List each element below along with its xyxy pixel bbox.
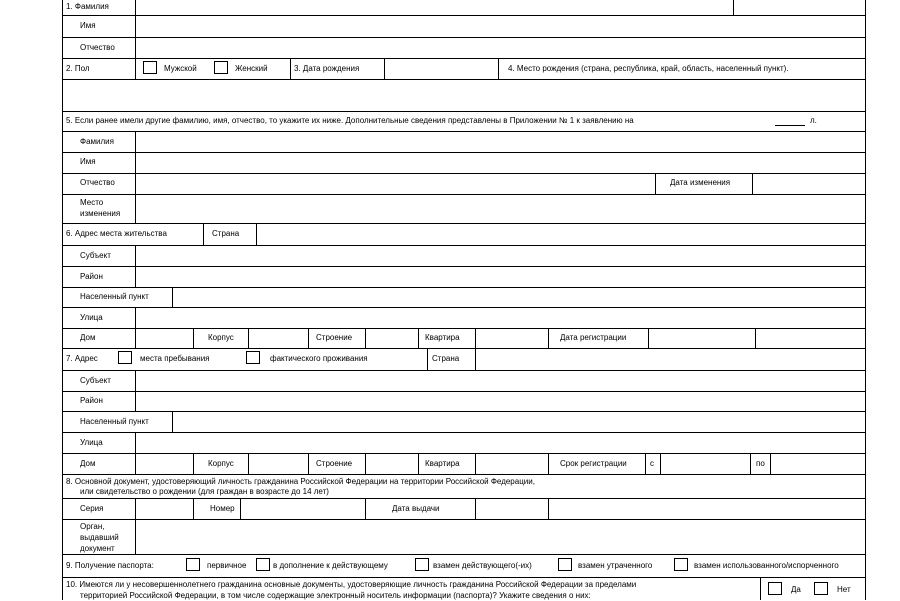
stay-street-field[interactable] bbox=[136, 433, 865, 453]
replace-lost-label: взамен утраченного bbox=[578, 561, 653, 570]
patronymic-field[interactable] bbox=[136, 38, 865, 58]
issuer-label-3: документ bbox=[80, 544, 115, 553]
name-field[interactable] bbox=[136, 16, 865, 37]
residence-street-field[interactable] bbox=[136, 308, 865, 328]
stay-title: 7. Адрес bbox=[66, 354, 98, 363]
residence-district-field[interactable] bbox=[136, 267, 865, 287]
replace-used-checkbox[interactable] bbox=[674, 558, 688, 571]
residence-country-label: Страна bbox=[212, 229, 240, 238]
stay-settlement-label: Населенный пункт bbox=[80, 417, 149, 426]
prev-name-label: Имя bbox=[80, 157, 96, 166]
stay-country-field[interactable] bbox=[476, 349, 865, 370]
stay-term-label: Срок регистрации bbox=[560, 459, 627, 468]
replace-lost-checkbox[interactable] bbox=[558, 558, 572, 571]
residence-country-field[interactable] bbox=[257, 224, 865, 245]
number-label: Номер bbox=[210, 504, 235, 513]
stay-district-label: Район bbox=[80, 396, 103, 405]
replace-valid-checkbox[interactable] bbox=[415, 558, 429, 571]
name-label: Имя bbox=[80, 21, 96, 30]
residence-structure-label: Строение bbox=[316, 333, 353, 342]
foreign-docs-no-checkbox[interactable] bbox=[814, 582, 828, 595]
prev-surname-label: Фамилия bbox=[80, 137, 114, 146]
surname-field[interactable] bbox=[136, 0, 733, 15]
stay-building-label: Корпус bbox=[208, 459, 234, 468]
addition-label: в дополнение к действующему bbox=[273, 561, 388, 570]
issuer-field[interactable] bbox=[136, 520, 865, 554]
stay-district-field[interactable] bbox=[136, 392, 865, 411]
male-checkbox[interactable] bbox=[143, 61, 157, 74]
identity-doc-title-1: 8. Основной документ, удостоверяющий личность гражданина Российской Федерации на территории Российской Федерации, bbox=[66, 477, 535, 486]
foreign-docs-yes-label: Да bbox=[791, 585, 801, 594]
residence-settlement-field[interactable] bbox=[173, 288, 865, 307]
foreign-docs-no-label: Нет bbox=[837, 585, 851, 594]
prev-patronymic-field[interactable] bbox=[136, 174, 655, 194]
addition-checkbox[interactable] bbox=[256, 558, 270, 571]
stay-place-label: места пребывания bbox=[140, 354, 210, 363]
residence-subject-label: Субъект bbox=[80, 251, 111, 260]
change-place-label-1: Место bbox=[80, 198, 104, 207]
surname-label: 1. Фамилия bbox=[66, 2, 109, 11]
foreign-docs-question-2: территорией Российской Федерации, в том числе содержащие электронный носитель информации (паспорта)? Укажите сведения о них: bbox=[80, 591, 591, 600]
prev-patronymic-label: Отчество bbox=[80, 178, 115, 187]
stay-house-label: Дом bbox=[80, 459, 96, 468]
replace-valid-label: взамен действующего(-их) bbox=[433, 561, 532, 570]
dob-label: 3. Дата рождения bbox=[294, 64, 360, 73]
residence-building-label: Корпус bbox=[208, 333, 234, 342]
foreign-docs-question-1: 10. Имеются ли у несовершеннолетнего гражданина основные документы, удостоверяющие личность гражданина Российской Федерации за пределами bbox=[66, 580, 637, 589]
female-label: Женский bbox=[235, 64, 268, 73]
male-label: Мужской bbox=[164, 64, 197, 73]
birthplace-field[interactable] bbox=[63, 80, 865, 111]
residence-district-label: Район bbox=[80, 272, 103, 281]
stay-term-to-label: по bbox=[756, 459, 765, 468]
change-date-field[interactable] bbox=[753, 174, 865, 194]
stay-subject-field[interactable] bbox=[136, 371, 865, 391]
sex-label: 2. Пол bbox=[66, 64, 90, 73]
stay-subject-label: Субъект bbox=[80, 376, 111, 385]
residence-title: 6. Адрес места жительства bbox=[66, 229, 167, 238]
dob-field[interactable] bbox=[385, 59, 498, 79]
prev-surname-field[interactable] bbox=[136, 132, 865, 152]
residence-reg-date-label: Дата регистрации bbox=[560, 333, 627, 342]
foreign-docs-yes-checkbox[interactable] bbox=[768, 582, 782, 595]
first-passport-label: первичное bbox=[207, 561, 247, 570]
patronymic-label: Отчество bbox=[80, 43, 115, 52]
stay-settlement-field[interactable] bbox=[173, 412, 865, 432]
issuer-label-1: Орган, bbox=[80, 522, 105, 531]
residence-house-label: Дом bbox=[80, 333, 96, 342]
residence-apartment-label: Квартира bbox=[425, 333, 460, 342]
residence-street-label: Улица bbox=[80, 313, 103, 322]
prev-name-field[interactable] bbox=[136, 153, 865, 173]
change-date-label: Дата изменения bbox=[670, 178, 731, 187]
replace-used-label: взамен использованного/испорченного bbox=[694, 561, 839, 570]
birthplace-label: 4. Место рождения (страна, республика, край, область, населенный пункт). bbox=[508, 64, 789, 73]
passport-receipt-title: 9. Получение паспорта: bbox=[66, 561, 154, 570]
stay-place-checkbox[interactable] bbox=[118, 351, 132, 364]
other-names-intro: 5. Если ранее имели другие фамилию, имя, отчество, то укажите их ниже. Дополнительные сведения представлены в Приложении № 1 к заявлению на bbox=[66, 116, 634, 125]
residence-subject-field[interactable] bbox=[136, 246, 865, 266]
stay-street-label: Улица bbox=[80, 438, 103, 447]
change-place-label-2: изменения bbox=[80, 209, 121, 218]
stay-structure-label: Строение bbox=[316, 459, 353, 468]
actual-residence-label: фактического проживания bbox=[270, 354, 368, 363]
stay-term-from-label: с bbox=[650, 459, 654, 468]
issue-date-label: Дата выдачи bbox=[392, 504, 440, 513]
stay-country-label: Страна bbox=[432, 354, 460, 363]
series-label: Серия bbox=[80, 504, 104, 513]
change-place-field[interactable] bbox=[136, 195, 865, 223]
residence-settlement-label: Населенный пункт bbox=[80, 292, 149, 301]
other-names-suffix: л. bbox=[810, 116, 817, 125]
stay-apartment-label: Квартира bbox=[425, 459, 460, 468]
first-passport-checkbox[interactable] bbox=[186, 558, 200, 571]
issuer-label-2: выдавший bbox=[80, 533, 119, 542]
actual-residence-checkbox[interactable] bbox=[246, 351, 260, 364]
identity-doc-title-2: или свидетельство о рождении (для граждан в возрасте до 14 лет) bbox=[80, 487, 329, 496]
female-checkbox[interactable] bbox=[214, 61, 228, 74]
